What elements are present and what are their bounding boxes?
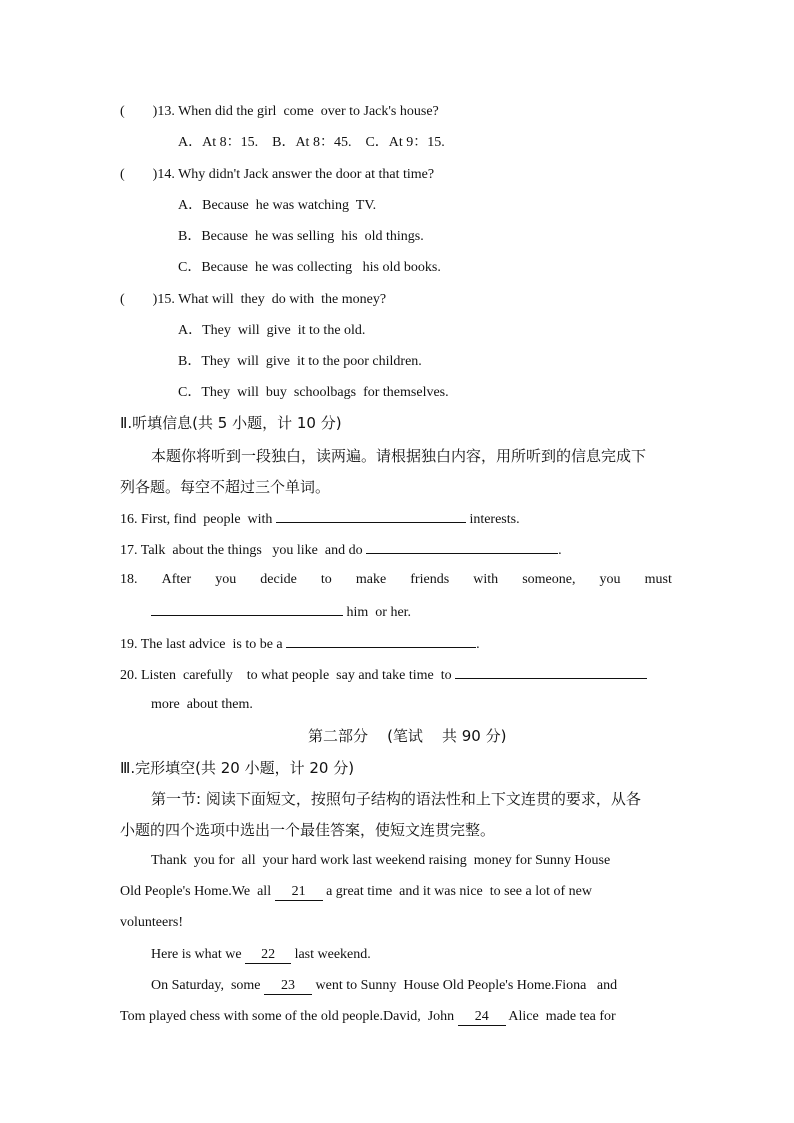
option-b: B．Because he was selling his old things. <box>178 229 424 244</box>
question-16: 16. First, find people with interests. <box>120 508 520 530</box>
section-3-instruction-line2: 小题的四个选项中选出一个最佳答案，使短文连贯完整。 <box>120 821 496 839</box>
answer-paren[interactable]: ( ) <box>120 104 158 119</box>
question-17: 17. Talk about the things you like and do . <box>120 539 562 561</box>
answer-blank-18[interactable] <box>151 601 343 616</box>
question-18-line1: 18. After you decide to make friends with someone, you must <box>120 572 672 587</box>
option-a: A．They will give it to the old. <box>178 323 366 338</box>
passage-line: volunteers! <box>120 915 183 930</box>
question-text: 15. What will they do with the money? <box>157 292 387 307</box>
cloze-blank-23[interactable]: 23 <box>264 978 312 995</box>
section-2-instruction-line1: 本题你将听到一段独白，读两遍。请根据独白内容，用所听到的信息完成下 <box>151 447 647 465</box>
question-text: 13. When did the girl come over to Jack's house? <box>157 104 439 119</box>
option-c: C．Because he was collecting his old books. <box>178 260 441 275</box>
section-3-instruction-line1: 第一节: 阅读下面短文，按照句子结构的语法性和上下文连贯的要求，从各 <box>151 790 641 808</box>
question-13 <box>120 102 439 122</box>
part-2-title: 第二部分 (笔试 共 90 分) <box>308 727 507 745</box>
answer-paren[interactable]: ( ) <box>120 292 158 307</box>
answer-blank-20[interactable] <box>455 664 647 679</box>
answer-paren[interactable]: ( ) <box>120 167 158 182</box>
question-20-line2: more about them. <box>151 697 253 712</box>
cloze-blank-21[interactable]: 21 <box>275 884 323 901</box>
cloze-blank-22[interactable]: 22 <box>245 947 291 964</box>
passage-line: On Saturday, some 23 went to Sunny House Old People's Home.Fiona and <box>151 978 618 993</box>
section-2-heading: Ⅱ.听填信息(共 5 小题，计 10 分) <box>120 414 342 432</box>
question-13-options: A．At 8：15. B．At 8：45. C．At 9：15. <box>178 135 445 150</box>
cloze-blank-24[interactable]: 24 <box>458 1009 506 1026</box>
question-18-line2: him or her. <box>151 601 411 623</box>
answer-blank-17[interactable] <box>366 539 558 554</box>
option-b: B．They will give it to the poor children. <box>178 354 422 369</box>
passage-line: Old People's Home.We all 21 a great time and it was nice to see a lot of new <box>120 884 592 899</box>
option-c: C．They will buy schoolbags for themselves. <box>178 385 449 400</box>
question-14 <box>120 165 434 185</box>
option-a: A．Because he was watching TV. <box>178 198 377 213</box>
passage-line: Thank you for all your hard work last weekend raising money for Sunny House <box>151 853 611 868</box>
question-20: 20. Listen carefully to what people say and take time to <box>120 664 647 686</box>
question-15 <box>120 290 386 310</box>
passage-line: Here is what we 22 last weekend. <box>151 947 371 962</box>
section-3-heading: Ⅲ.完形填空(共 20 小题，计 20 分) <box>120 759 355 777</box>
section-2-instruction-line2: 列各题。每空不超过三个单词。 <box>120 478 331 496</box>
question-text: 14. Why didn't Jack answer the door at that time? <box>157 167 435 182</box>
answer-blank-16[interactable] <box>276 508 466 523</box>
passage-line: Tom played chess with some of the old people.David, John 24 Alice made tea for <box>120 1009 616 1024</box>
question-19: 19. The last advice is to be a . <box>120 633 480 655</box>
answer-blank-19[interactable] <box>286 633 476 648</box>
